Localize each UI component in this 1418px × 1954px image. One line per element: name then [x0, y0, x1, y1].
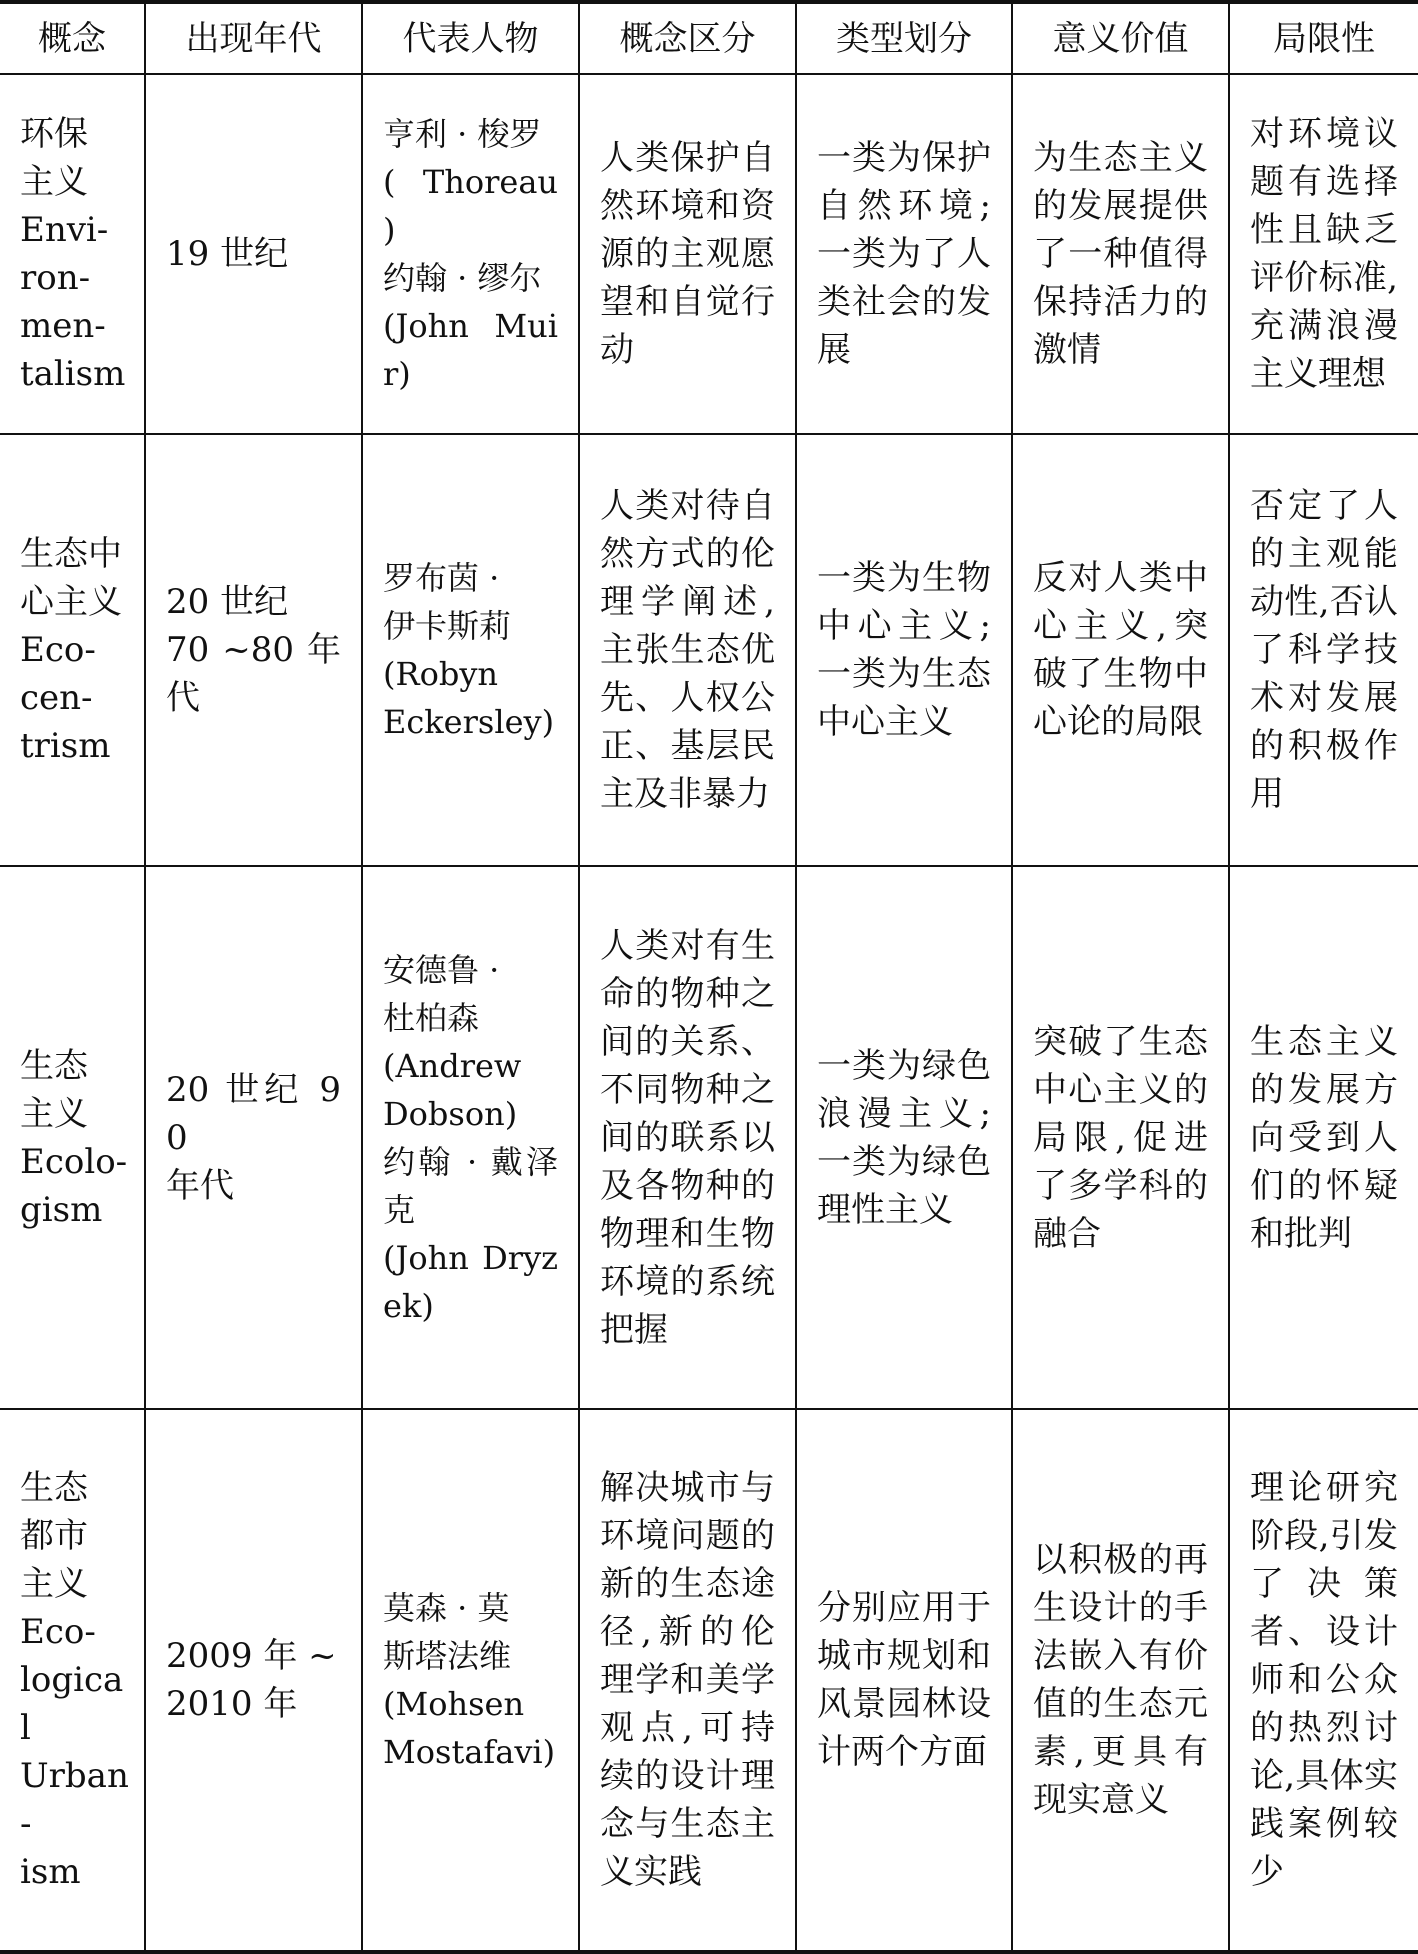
distinction-cell: 人类对有生命的物种之间的关系、不同物种之间的联系以及各物种的物理和生物环境的系统把握: [579, 866, 796, 1409]
table-row: [0, 1409, 1418, 1952]
era-cell: 20 世纪 70 ~80 年代: [145, 434, 362, 866]
people-cell: 安德鲁 · 杜柏森 (Andrew Dobson) 约翰 · 戴泽克 (John Dryzek): [362, 866, 579, 1409]
limits-cell: 否定了人的主观能动性,否认了科学技术对发展的积极作用: [1229, 434, 1418, 866]
types-cell: 一类为绿色浪漫主义;一类为绿色理性主义: [796, 866, 1012, 1409]
limits-cell: 理论研究阶段,引发了决策者、设计师和公众的热烈讨论,具体实践案例较少: [1229, 1409, 1418, 1952]
header-concept: 概念: [0, 2, 145, 74]
era-cell: 2009 年 ~ 2010 年: [145, 1409, 362, 1952]
era-cell: 20 世纪 90 年代: [145, 866, 362, 1409]
concept-cell: 生态中 心主义 Eco- cen- trism: [0, 434, 145, 866]
era-cell: 19 世纪: [145, 74, 362, 434]
header-row: [0, 2, 1418, 74]
table-row: [0, 74, 1418, 434]
types-cell: 分别应用于城市规划和风景园林设计两个方面: [796, 1409, 1012, 1952]
table-row: [0, 866, 1418, 1409]
distinction-cell: 解决城市与环境问题的新的生态途径,新的伦理学和美学观点,可持续的设计理念与生态主义实践: [579, 1409, 796, 1952]
header-types: 类型划分: [796, 2, 1012, 74]
concept-cell: 生态 主义 Ecolo- gism: [0, 866, 145, 1409]
limits-cell: 对环境议题有选择性且缺乏评价标准,充满浪漫主义理想: [1229, 74, 1418, 434]
header-era: 出现年代: [145, 2, 362, 74]
distinction-cell: 人类保护自然环境和资源的主观愿望和自觉行动: [579, 74, 796, 434]
value-cell: 以积极的再生设计的手法嵌入有价值的生态元素,更具有现实意义: [1012, 1409, 1229, 1952]
header-value: 意义价值: [1012, 2, 1229, 74]
header-people: 代表人物: [362, 2, 579, 74]
concept-cell: 环保 主义 Envi- ron- men- talism: [20, 114, 126, 394]
people-cell: 亨利 · 梭罗 ( Thoreau ) 约翰 · 缪尔 (John Muir): [362, 74, 579, 434]
people-cell: 莫森 · 莫 斯塔法维 (Mohsen Mostafavi): [362, 1409, 579, 1952]
table-row: [0, 434, 1418, 866]
people-cell: 罗布茵 · 伊卡斯莉 (Robyn Eckersley): [362, 434, 579, 866]
value-cell: 突破了生态中心主义的局限,促进了多学科的融合: [1012, 866, 1229, 1409]
limits-cell: 生态主义的发展方向受到人们的怀疑和批判: [1229, 866, 1418, 1409]
concept-cell: 生态 都市 主义 Eco- logical Urban- ism: [0, 1409, 145, 1952]
value-cell: 为生态主义的发展提供了一种值得保持活力的激情: [1012, 74, 1229, 434]
types-cell: 一类为保护自然环境;一类为了人类社会的发展: [796, 74, 1012, 434]
types-cell: 一类为生物中心主义;一类为生态中心主义: [796, 434, 1012, 866]
header-distinction: 概念区分: [579, 2, 796, 74]
value-cell: 反对人类中心主义,突破了生物中心论的局限: [1012, 434, 1229, 866]
distinction-cell: 人类对待自然方式的伦理学阐述,主张生态优先、人权公正、基层民主及非暴力: [579, 434, 796, 866]
header-limits: 局限性: [1229, 2, 1418, 74]
